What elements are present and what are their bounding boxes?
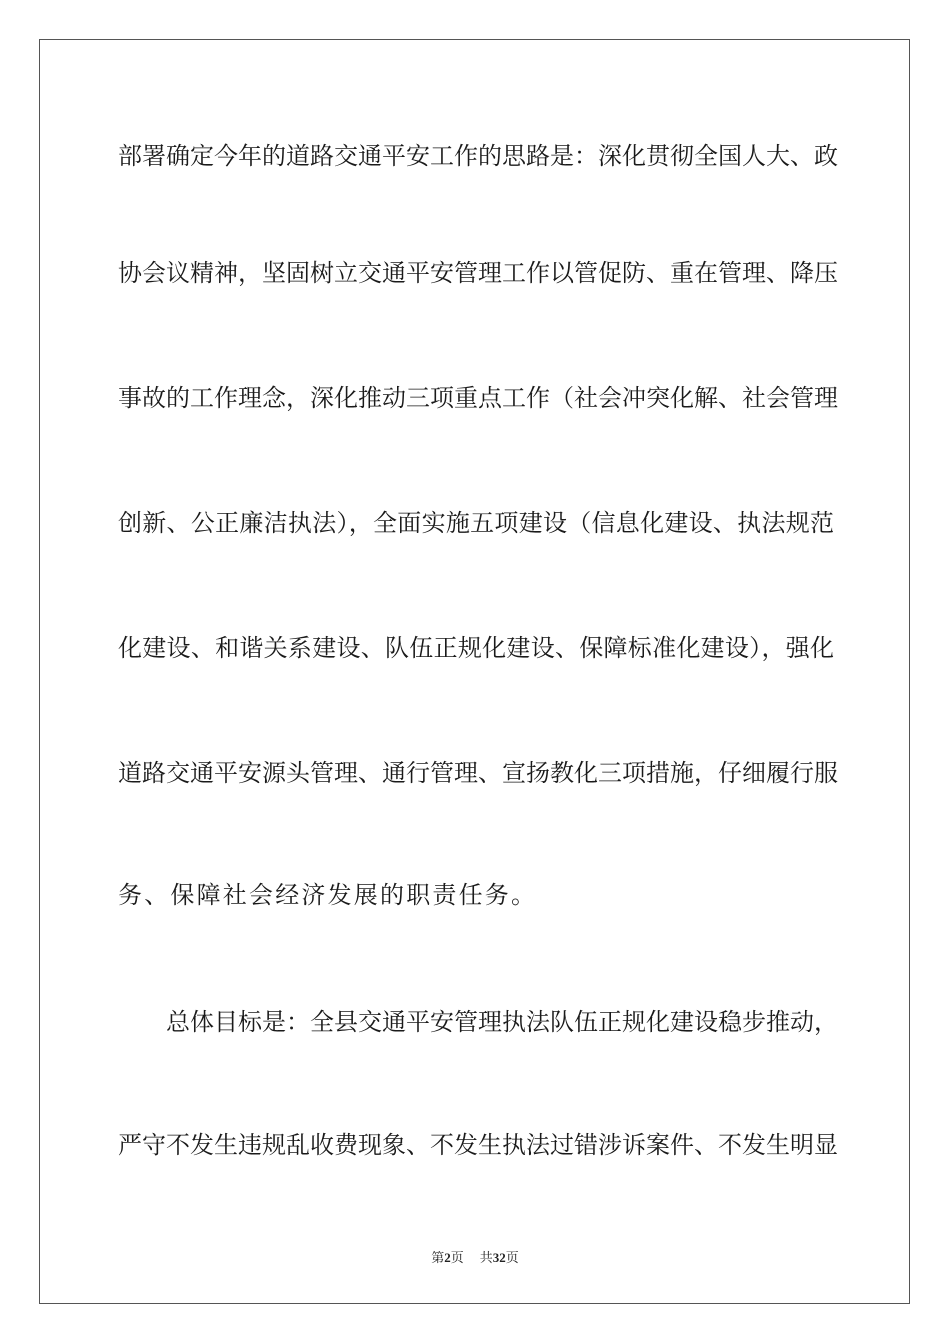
- page-border: [39, 39, 910, 1304]
- page-footer: [0, 1249, 950, 1268]
- footer-page-number: 2: [444, 1250, 451, 1265]
- paragraph-2-line-2: 严守不发生违规乱收费现象、不发生执法过错涉诉案件、不发生明显: [118, 1131, 838, 1159]
- footer-page-prefix: 第: [431, 1251, 445, 1266]
- paragraph-1-line-1: 部署确定今年的道路交通平安工作的思路是：深化贯彻全国人大、政: [118, 142, 838, 170]
- footer-total-pages: 32: [492, 1250, 506, 1265]
- footer-total-suffix: 页: [505, 1251, 519, 1266]
- paragraph-2-line-1: 总体目标是：全县交通平安管理执法队伍正规化建设稳步推动，: [166, 1008, 838, 1036]
- paragraph-1-line-3: 事故的工作理念，深化推动三项重点工作（社会冲突化解、社会管理: [118, 384, 838, 412]
- paragraph-1-line-7: 务、保障社会经济发展的职责任务。: [118, 881, 538, 909]
- paragraph-1-line-5: 化建设、和谐关系建设、队伍正规化建设、保障标准化建设），强化: [118, 634, 834, 662]
- paragraph-1-line-4: 创新、公正廉洁执法），全面实施五项建设（信息化建设、执法规范: [118, 509, 834, 537]
- paragraph-1-line-6: 道路交通平安源头管理、通行管理、宣扬教化三项措施，仔细履行服: [118, 759, 838, 787]
- paragraph-1-line-2: 协会议精神，坚固树立交通平安管理工作以管促防、重在管理、降压: [118, 259, 838, 287]
- footer-total-prefix: 共: [479, 1251, 493, 1266]
- footer-page-suffix: 页: [450, 1251, 464, 1266]
